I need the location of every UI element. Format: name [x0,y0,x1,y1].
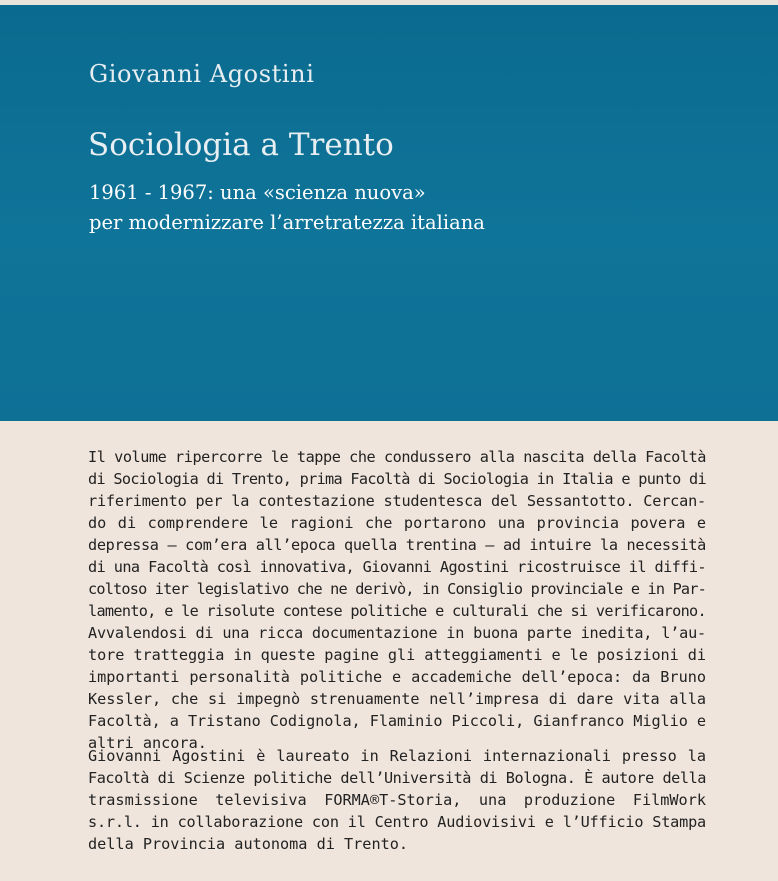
description-line: Avvalendosi di una ricca documentazione in buona parte inedita, l’au- [88,624,706,642]
book-description [88,446,706,754]
bio-line: trasmissione televisiva FORMA®T-Storia, una produzione FilmWork [88,791,706,809]
description-line: depressa – com’era all’epoca quella trentina – ad intuire la necessità [88,536,706,554]
cover-top-edge [0,0,778,5]
book-title: Sociologia a Trento [88,127,394,163]
description-line: Facoltà, a Tristano Codignola, Flaminio Piccoli, Gianfranco Miglio e [88,712,706,730]
book-subtitle [89,178,485,238]
author-name: Giovanni Agostini [89,60,315,88]
bio-line: s.r.l. in collaborazione con il Centro Audiovisivi e l’Ufficio Stampa [88,813,706,831]
description-line: lamento, e le risolute contese politiche e culturali che si verificarono. [88,602,706,620]
description-line: do di comprendere le ragioni che portarono una provincia povera e [88,514,706,532]
bio-line: Facoltà di Scienze politiche dell’Università di Bologna. È autore della [88,769,706,787]
description-line: tore tratteggia in queste pagine gli atteggiamenti e le posizioni di [88,646,706,664]
bio-line: Giovanni Agostini è laureato in Relazioni internazionali presso la [88,747,706,765]
subtitle-line: per modernizzare l’arretratezza italiana [89,211,485,234]
description-line: Kessler, che si impegnò strenuamente nell’impresa di dare vita alla [88,690,706,708]
description-line: coltoso iter legislativo che ne derivò, in Consiglio provinciale e in Par- [88,580,706,598]
subtitle-line: 1961 - 1967: una «scienza nuova» [89,181,426,204]
description-line: riferimento per la contestazione studentesca del Sessantotto. Cercan- [88,492,706,510]
author-bio [88,745,706,855]
description-line: di Sociologia di Trento, prima Facoltà di Sociologia in Italia e punto di [88,470,706,488]
description-line: altri ancora. [88,734,207,752]
description-line: di una Facoltà così innovativa, Giovanni Agostini ricostruisce il diffi- [88,558,706,576]
description-line: Il volume ripercorre le tappe che condussero alla nascita della Facoltà [88,448,706,466]
bio-line: della Provincia autonoma di Trento. [88,835,409,853]
description-line: importanti personalità politiche e accademiche dell’epoca: da Bruno [88,668,706,686]
